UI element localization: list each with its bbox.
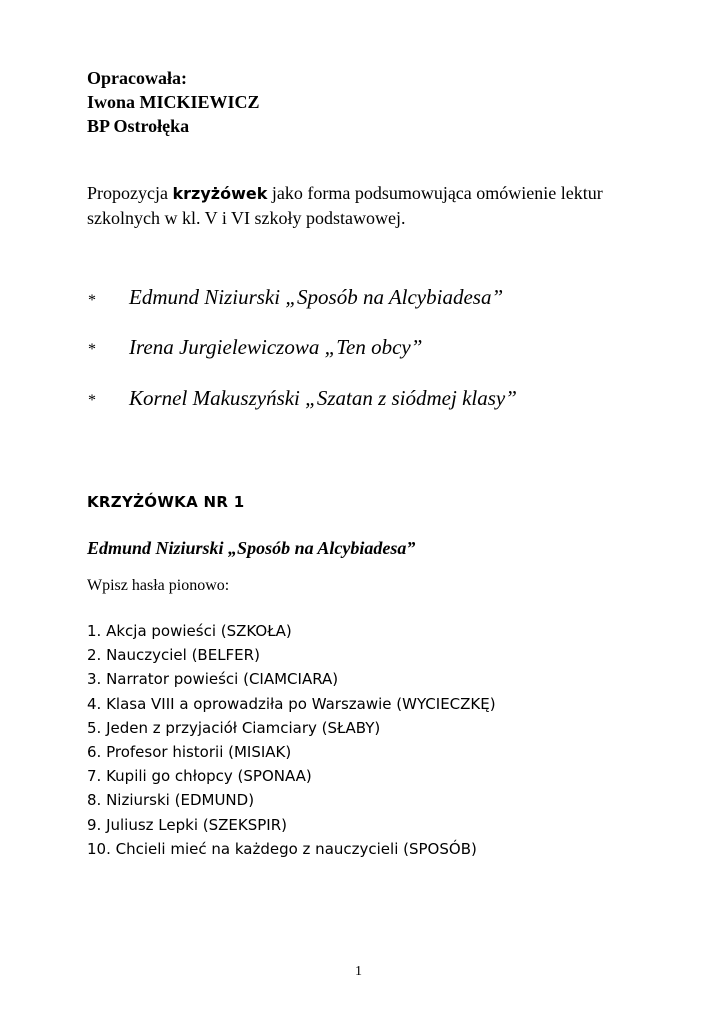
clue-item: 6. Profesor historii (MISIAK) bbox=[87, 743, 292, 762]
clue-item: 2. Nauczyciel (BELFER) bbox=[87, 646, 260, 665]
clue-item: 8. Niziurski (EDMUND) bbox=[87, 791, 255, 810]
clue-item: 4. Klasa VIII a oprowadziła po Warszawie (WYCIECZKĘ) bbox=[87, 694, 496, 713]
author-label: Opracowała: bbox=[87, 68, 187, 88]
book-title: Edmund Niziurski „Sposób na Alcybiadesa” bbox=[129, 285, 504, 309]
intro-text-after: jako forma podsumowująca omówienie lektur szkolnych w kl. V i VI szkoły podstawowej. bbox=[87, 183, 603, 228]
crossword-instruction: Wpisz hasła pionowo: bbox=[87, 577, 230, 594]
book-title: Kornel Makuszyński „Szatan z siódmej klasy” bbox=[129, 386, 517, 410]
clue-item: 3. Narrator powieści (CIAMCIARA) bbox=[87, 670, 339, 689]
author-block bbox=[87, 66, 260, 138]
clue-item: 5. Jeden z przyjaciół Ciamciary (SŁABY) bbox=[87, 718, 381, 737]
clue-item: 1. Akcja powieści (SZKOŁA) bbox=[87, 622, 292, 640]
intro-text-before: Propozycja bbox=[87, 183, 173, 203]
book-title: Irena Jurgielewiczowa „Ten obcy” bbox=[129, 335, 423, 359]
author-name: Iwona MICKIEWICZ bbox=[87, 92, 260, 112]
intro-keyword: krzyżówek bbox=[172, 184, 268, 203]
clue-item: 10. Chcieli mieć na każdego z nauczycieli (SPOSÓB) bbox=[87, 839, 477, 858]
clue-item: 9. Juliusz Lepki (SZEKSPIR) bbox=[87, 815, 288, 834]
author-library: BP Ostrołęka bbox=[87, 116, 190, 136]
intro-paragraph bbox=[87, 181, 667, 231]
bullet-asterisk: * bbox=[88, 292, 96, 309]
page-number: 1 bbox=[355, 964, 362, 979]
bullet-asterisk: * bbox=[88, 341, 96, 358]
clue-item: 7. Kupili go chłopcy (SPONAA) bbox=[87, 767, 312, 786]
crossword-subheading: Edmund Niziurski „Sposób na Alcybiadesa” bbox=[87, 538, 416, 558]
bullet-asterisk: * bbox=[88, 392, 96, 409]
clue-list bbox=[87, 619, 496, 861]
crossword-heading: KRZYŻÓWKA NR 1 bbox=[87, 493, 245, 511]
